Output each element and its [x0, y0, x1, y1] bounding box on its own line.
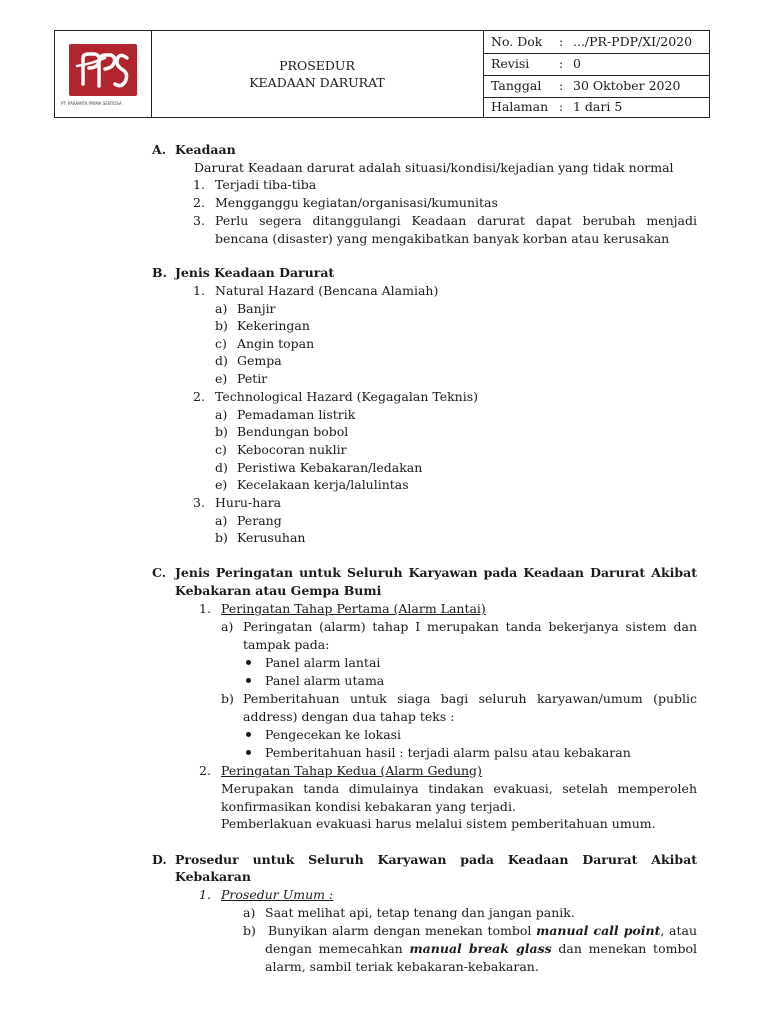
pps-logo-icon	[69, 44, 137, 96]
hazard-group-title: Huru-hara	[215, 495, 282, 510]
sub-paragraph-line	[265, 940, 697, 957]
sub-paragraph: Saat melihat api, tetap tenang dan jangan panik.	[265, 905, 575, 920]
bullet-item: Panel alarm lantai	[265, 655, 381, 670]
sub-letter: b)	[215, 530, 228, 545]
sub-item: Gempa	[237, 353, 282, 368]
meta-sep: :	[559, 56, 564, 71]
sub-item: Petir	[237, 371, 268, 386]
sub-item: Bendungan bobol	[237, 424, 349, 439]
section-b-marker: B.	[152, 265, 167, 280]
list-number: 1.	[193, 283, 205, 298]
list-number: 1.	[193, 177, 205, 192]
sub-item: Kecelakaan kerja/lalulintas	[237, 477, 409, 492]
sub-paragraph-cont: alarm, sambil teriak kebakaran-kebakaran.	[265, 959, 539, 974]
meta-value: 1 dari 5	[573, 99, 623, 114]
list-item: Perlu segera ditanggulangi Keadaan darurat dapat berubah menjadi	[215, 213, 697, 228]
list-item: Mengganggu kegiatan/organisasi/kumunitas	[215, 195, 498, 210]
stage-paragraph: Merupakan tanda dimulainya tindakan evakuasi, setelah memperoleh	[221, 781, 697, 796]
logo-caption: PT. PARAMITA PRIMA SENTOSA	[61, 101, 122, 106]
list-number: 2.	[193, 195, 205, 210]
section-d-title-cont: Kebakaran	[175, 869, 251, 884]
sub-letter: a)	[215, 301, 228, 316]
sub-letter: e)	[215, 477, 228, 492]
bullet-icon	[246, 660, 251, 665]
meta-sep: :	[559, 99, 564, 114]
section-c-title-cont: Kebakaran atau Gempa Bumi	[175, 583, 382, 598]
doc-title-line1: PROSEDUR	[279, 58, 355, 73]
list-item-cont: bencana (disaster) yang mengakibatkan banyak korban atau kerusakan	[215, 231, 670, 246]
meta-key: No. Dok	[491, 34, 543, 49]
sub-item: Angin topan	[237, 336, 315, 351]
sub-item: Peristiwa Kebakaran/ledakan	[237, 460, 423, 475]
document-header	[54, 30, 710, 118]
sub-letter: c)	[215, 442, 227, 457]
section-b-title: Jenis Keadaan Darurat	[175, 265, 335, 280]
sub-item: Pemadaman listrik	[237, 407, 356, 422]
sub-item: Kebocoran nuklir	[237, 442, 347, 457]
hazard-group-title: Technological Hazard (Kegagalan Teknis)	[215, 389, 479, 404]
sub-item: Banjir	[237, 301, 276, 316]
sub-letter: d)	[215, 460, 228, 475]
sub-item: Kekeringan	[237, 318, 310, 333]
sub-letter: a)	[243, 905, 256, 920]
sub-letter: b)	[221, 691, 234, 706]
bullet-item: Pengecekan ke lokasi	[265, 727, 402, 742]
section-a-intro: Darurat Keadaan darurat adalah situasi/kondisi/kejadian yang tidak normal	[194, 160, 674, 175]
section-d-title: Prosedur untuk Seluruh Karyawan pada Keadaan Darurat Akibat	[175, 852, 697, 867]
section-a-marker: A.	[152, 142, 167, 157]
stage-paragraph-line: Pemberlakuan evakuasi harus melalui sistem pemberitahuan umum.	[221, 816, 656, 831]
meta-value: .../PR-PDP/XI/2020	[573, 34, 693, 49]
emphasis-text: manual call point	[536, 923, 661, 938]
sub-letter: e)	[215, 371, 228, 386]
bullet-item: Pemberitahuan hasil : terjadi alarm palsu atau kebakaran	[265, 745, 631, 760]
section-a-title: Keadaan	[175, 142, 236, 157]
sub-item: Kerusuhan	[237, 530, 306, 545]
bullet-icon	[246, 678, 251, 683]
meta-value: 30 Oktober 2020	[573, 78, 681, 93]
sub-letter: a)	[221, 619, 234, 634]
meta-sep: :	[559, 78, 564, 93]
text-run: dengan memecahkan	[265, 941, 403, 956]
procedure-title: Prosedur Umum :	[221, 887, 334, 902]
sub-letter: c)	[215, 336, 227, 351]
sub-letter: b)	[215, 318, 228, 333]
text-run: , atau	[660, 923, 697, 938]
bullet-icon	[246, 732, 251, 737]
sub-letter: b)	[243, 923, 256, 938]
section-c-title: Jenis Peringatan untuk Seluruh Karyawan pada Keadaan Darurat Akibat	[175, 565, 697, 580]
list-number: 2.	[193, 389, 205, 404]
sub-paragraph: Pemberitahuan untuk siaga bagi seluruh karyawan/umum (public	[243, 691, 697, 706]
emphasis-text: manual break glass	[409, 941, 552, 956]
stage-title: Peringatan Tahap Kedua (Alarm Gedung)	[221, 763, 482, 778]
sub-paragraph-cont: address) dengan dua tahap teks :	[243, 709, 455, 724]
list-number: 1.	[199, 601, 211, 616]
text-run: Bunyikan alarm dengan menekan tombol	[268, 923, 532, 938]
sub-letter: a)	[215, 407, 228, 422]
sub-paragraph-line	[268, 922, 697, 939]
bullet-item: Panel alarm utama	[265, 673, 385, 688]
text-run: dan menekan tombol	[558, 941, 697, 956]
meta-cell	[483, 31, 709, 117]
meta-row-tanggal	[483, 75, 709, 98]
sub-letter: d)	[215, 353, 228, 368]
section-d-marker: D.	[152, 852, 167, 867]
logo-cell	[55, 31, 152, 117]
meta-row-halaman	[483, 96, 709, 118]
meta-key: Halaman	[491, 99, 549, 114]
title-cell	[151, 31, 484, 117]
section-c-marker: C.	[152, 565, 167, 580]
list-number: 3.	[193, 495, 205, 510]
meta-row-revisi	[483, 53, 709, 76]
company-logo	[69, 44, 137, 96]
meta-value: 0	[573, 56, 581, 71]
meta-row-no-dok	[483, 31, 709, 54]
meta-sep: :	[559, 34, 564, 49]
meta-key: Revisi	[491, 56, 530, 71]
list-number: 1.	[199, 887, 211, 902]
doc-title-line2: KEADAAN DARURAT	[249, 75, 385, 90]
list-number: 2.	[199, 763, 211, 778]
sub-item: Perang	[237, 513, 282, 528]
meta-key: Tanggal	[491, 78, 542, 93]
sub-paragraph-cont: tampak pada:	[243, 637, 330, 652]
stage-title: Peringatan Tahap Pertama (Alarm Lantai)	[221, 601, 486, 616]
stage-paragraph-cont: konfirmasikan kondisi kebakaran yang terjadi.	[221, 799, 516, 814]
sub-letter: a)	[215, 513, 228, 528]
sub-paragraph: Peringatan (alarm) tahap I merupakan tanda bekerjanya sistem dan	[243, 619, 697, 634]
bullet-icon	[246, 750, 251, 755]
sub-letter: b)	[215, 424, 228, 439]
list-number: 3.	[193, 213, 205, 228]
list-item: Terjadi tiba-tiba	[215, 177, 317, 192]
hazard-group-title: Natural Hazard (Bencana Alamiah)	[215, 283, 439, 298]
